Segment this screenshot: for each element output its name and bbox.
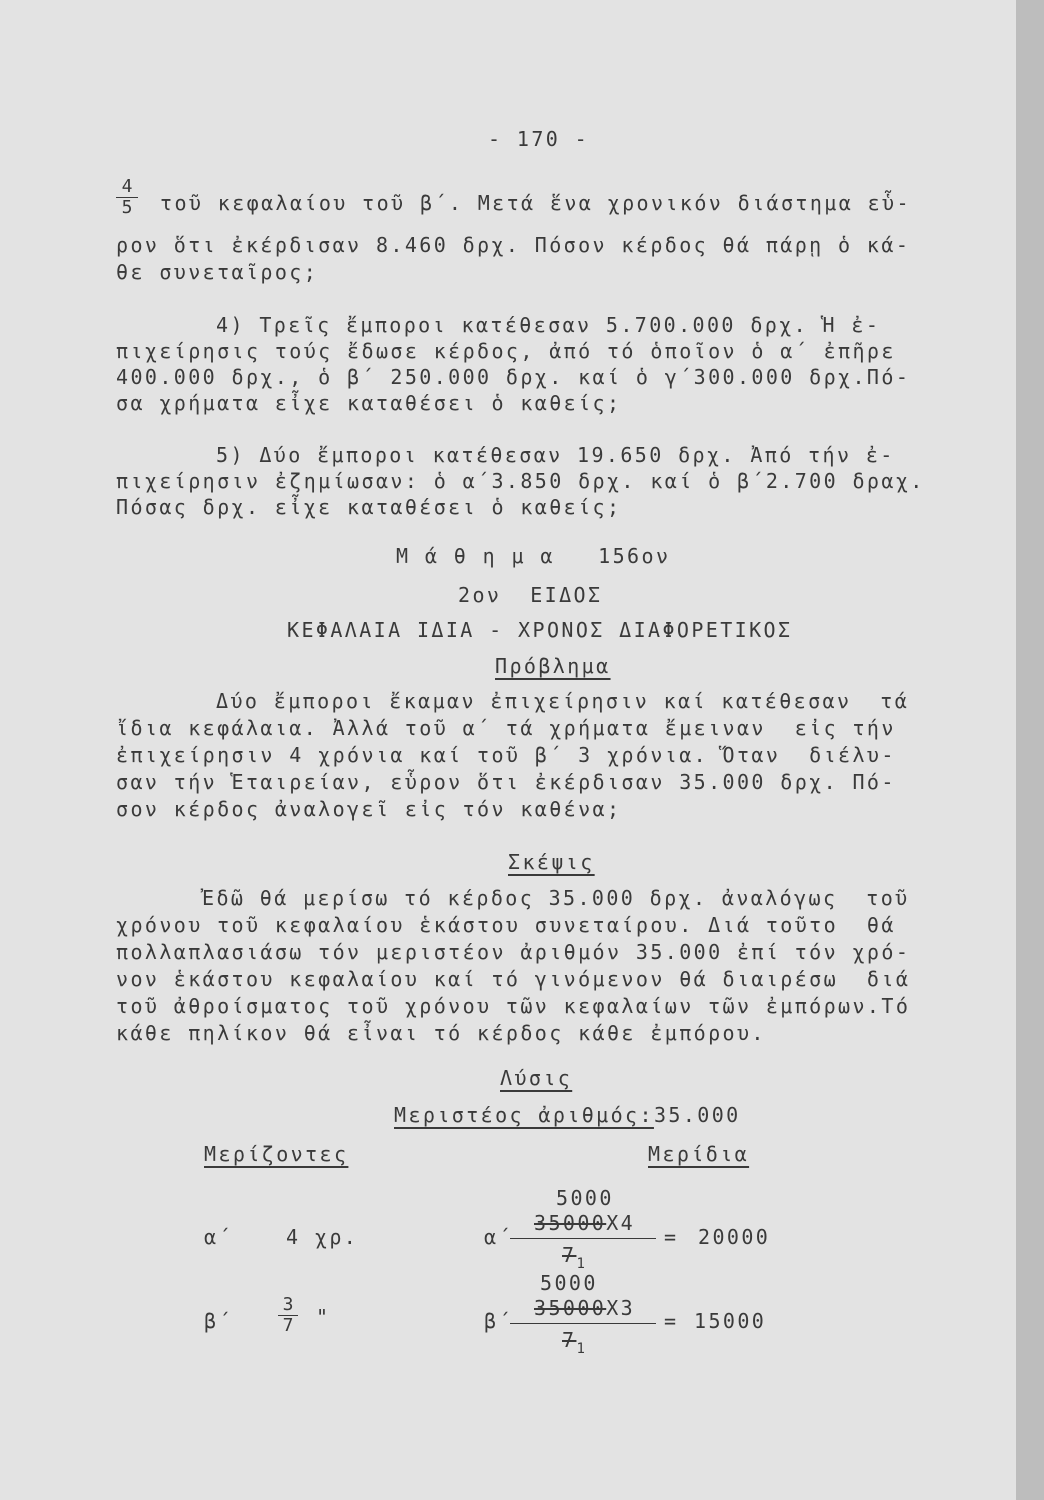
row-a-denominator-sub: 1 <box>576 1256 585 1272</box>
intro-fraction <box>116 178 138 217</box>
row-b-equals: = <box>664 1309 679 1333</box>
row-b-denominator-struck: 7 <box>562 1328 577 1352</box>
solution-heading: Λύσις <box>500 1066 573 1090</box>
row-a-label: α΄ <box>204 1225 233 1249</box>
problem4-line-3: 400.000 δρχ., ὁ β΄ 250.000 δρχ. καί ὁ γ΄300.000 δρχ.Πό- <box>116 365 911 389</box>
thought-line-2: χρόνου τοῦ κεφαλαίου ἑκάστου συνεταίρου. Διά τοῦτο θά <box>116 913 896 937</box>
thought-heading: Σκέψις <box>508 850 595 874</box>
intro-line-3: θε συνεταῖρος; <box>116 260 319 284</box>
dividend-row <box>394 1102 741 1128</box>
column-shares-heading: Μερίδια <box>648 1142 750 1166</box>
row-b-denominator <box>562 1327 585 1362</box>
problem-heading: Πρόβλημα <box>495 654 611 678</box>
problem5-line-3: Πόσας δρχ. εἶχε καταθέσει ὁ καθείς; <box>116 495 622 519</box>
lesson-subtitle: ΚΕΦΑΛΑΙΑ ΙΔΙΑ - ΧΡΟΝΟΣ ΔΙΑΦΟΡΕΤΙΚΟΣ <box>287 618 793 642</box>
row-a-numerator-tail: Χ4 <box>606 1211 636 1235</box>
thought-line-3: πολλαπλασιάσω τόν μεριστέον ἀριθμόν 35.000 ἐπί τόν χρό- <box>116 940 911 964</box>
problem5-line-2: πιχείρησιν ἐζημίωσαν: ὁ α΄3.850 δρχ. καί ὁ β΄2.700 δραχ. <box>116 469 925 493</box>
row-a-numerator-struck: 35000 <box>534 1211 607 1235</box>
row-a-denominator-struck: 7 <box>562 1243 577 1267</box>
intro-line-2: ρον ὅτι ἐκέρδισαν 8.460 δρχ. Πόσον κέρδος θά πάρῃ ὁ κά- <box>116 233 911 257</box>
problem4-line-1: 4) Τρεῖς ἔμποροι κατέθεσαν 5.700.000 δρχ. Ἡ ἐ- <box>216 313 881 337</box>
lesson-kind: 2ον ΕΙΔΟΣ <box>458 583 603 607</box>
row-b-numerator-tail: Χ3 <box>606 1296 636 1320</box>
problem-line-2: ἴδια κεφάλαια. Ἀλλά τοῦ α΄ τά χρήματα ἔμειναν εἰς τήν <box>116 716 896 740</box>
row-a-years: 4 χρ. <box>286 1225 359 1249</box>
row-b-numerator <box>534 1295 635 1321</box>
row-a-fraction-bar <box>510 1238 656 1239</box>
thought-line-5: τοῦ ἀθροίσματος τοῦ χρόνου τῶν κεφαλαίων τῶν ἐμπόρων.Τό <box>116 994 911 1018</box>
problem-line-4: σαν τήν Ἑταιρείαν, εὗρον ὅτι ἐκέρδισαν 35.000 δρχ. Πό- <box>116 770 896 794</box>
row-a-share-label: α΄ <box>484 1225 513 1249</box>
page-edge <box>1016 0 1044 1500</box>
row-b-above: 5000 <box>540 1271 598 1295</box>
lesson-title: Μ ά θ η μ α 156ον <box>396 544 671 568</box>
row-b-fraction <box>278 1296 298 1335</box>
row-b-fraction-numerator: 3 <box>282 1294 294 1315</box>
intro-fraction-numerator: 4 <box>121 176 133 197</box>
column-dividers-heading: Μερίζοντες <box>204 1142 349 1166</box>
dividend-value: 35.000 <box>653 1103 741 1127</box>
row-b-label: β΄ <box>204 1309 233 1333</box>
row-b-result: 15000 <box>694 1309 767 1333</box>
problem-line-1: Δύο ἔμποροι ἔκαμαν ἐπιχείρησιν καί κατέθεσαν τά <box>216 689 910 713</box>
thought-line-6: κάθε πηλίκον θά εἶναι τό κέρδος κάθε ἐμπόρου. <box>116 1021 766 1045</box>
row-b-fraction-denominator: 7 <box>282 1315 294 1336</box>
row-b-denominator-sub: 1 <box>576 1341 585 1357</box>
row-a-numerator <box>534 1210 635 1236</box>
row-b-ditto: " <box>316 1305 331 1329</box>
thought-line-4: νον ἑκάστου κεφαλαίου καί τό γινόμενον θά διαιρέσω διά <box>116 967 911 991</box>
problem5-line-1: 5) Δύο ἔμποροι κατέθεσαν 19.650 δρχ. Ἀπό τήν ἐ- <box>216 443 895 467</box>
thought-line-1: Ἐδῶ θά μερίσω τό κέρδος 35.000 δρχ. ἀναλόγως τοῦ <box>202 886 910 910</box>
row-a-result: 20000 <box>698 1225 771 1249</box>
row-b-fraction-bar <box>510 1323 656 1324</box>
problem4-line-2: πιχείρησις τούς ἔδωσε κέρδος, ἀπό τό ὁποῖον ὁ α΄ ἐπῆρε <box>116 339 896 363</box>
row-a-above: 5000 <box>556 1186 614 1210</box>
problem-line-3: ἐπιχείρησιν 4 χρόνια καί τοῦ β΄ 3 χρόνια. Ὅταν διέλυ- <box>116 743 896 767</box>
row-b-numerator-struck: 35000 <box>534 1296 607 1320</box>
row-b-share-label: β΄ <box>484 1309 513 1333</box>
problem4-line-4: σα χρήματα εἶχε καταθέσει ὁ καθείς; <box>116 391 622 415</box>
page-number: - 170 - <box>488 127 590 151</box>
intro-line-1: τοῦ κεφαλαίου τοῦ β΄. Μετά ἕνα χρονικόν διάστημα εὗ- <box>160 191 911 215</box>
dividend-label: Μεριστέος ἀριθμός: <box>394 1103 654 1127</box>
row-a-equals: = <box>664 1225 679 1249</box>
intro-fraction-denominator: 5 <box>121 197 133 218</box>
problem-line-5: σον κέρδος ἀναλογεῖ εἰς τόν καθένα; <box>116 797 622 821</box>
